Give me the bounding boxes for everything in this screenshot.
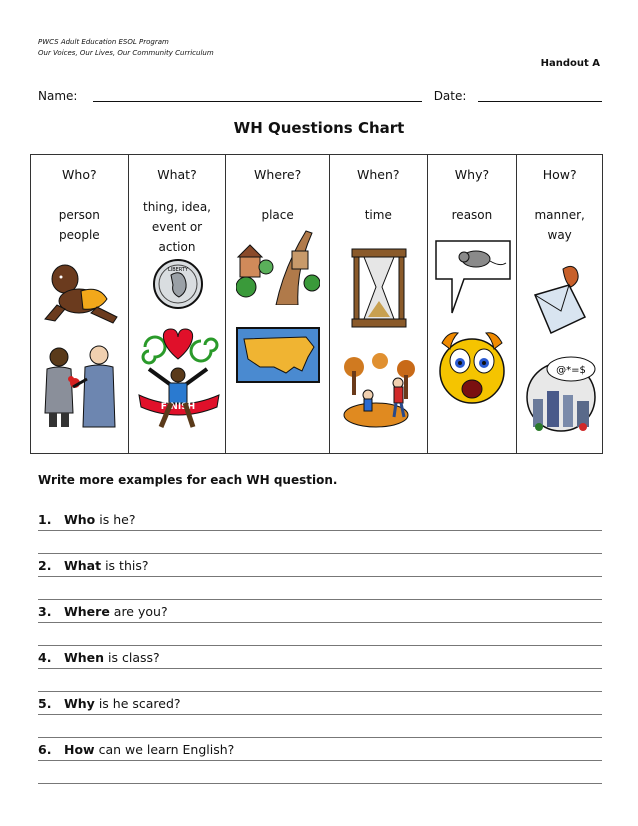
curriculum-name: Our Voices, Our Lives, Our Community Curriculum: [38, 49, 214, 57]
column-meaning: people: [58, 228, 100, 242]
name-date-row: [38, 89, 602, 103]
answer-line[interactable]: [38, 783, 602, 784]
column-heading: Who?: [62, 167, 97, 182]
question-rest: is class?: [104, 650, 160, 665]
people-greeting-icon: [37, 343, 125, 429]
date-label: Date:: [433, 89, 467, 103]
question-1: [38, 512, 602, 527]
question-2: [38, 558, 602, 573]
answer-line[interactable]: [38, 737, 602, 738]
answer-line[interactable]: [38, 576, 602, 577]
money-symbols: @*=$: [556, 365, 587, 376]
name-field[interactable]: [93, 89, 421, 102]
answer-line[interactable]: [38, 530, 602, 531]
speech-bubble-rat-icon: [430, 237, 516, 317]
task-instruction: Write more examples for each WH question.: [38, 473, 338, 487]
wh-word: Who: [64, 512, 96, 527]
column-meaning: place: [261, 208, 294, 222]
page-title: WH Questions Chart: [233, 119, 405, 137]
question-rest: is he?: [95, 512, 136, 527]
column-heading: Why?: [454, 167, 490, 182]
question-number: 6.: [38, 742, 52, 757]
question-5: [38, 696, 602, 711]
answer-line[interactable]: [38, 599, 602, 600]
envelope-bag-icon: [529, 263, 591, 337]
answer-line[interactable]: [38, 691, 602, 692]
program-name: PWCS Adult Education ESOL Program: [38, 38, 169, 46]
column-meaning: thing, idea,: [142, 200, 211, 214]
hourglass-icon: [350, 247, 408, 329]
coin-text: LIBERTY: [167, 267, 188, 273]
wh-word: When: [64, 650, 105, 665]
column-meaning: time: [364, 208, 392, 222]
handout-label: Handout A: [540, 58, 600, 69]
column-who: [31, 155, 129, 453]
answer-line[interactable]: [38, 760, 602, 761]
column-meaning: way: [547, 228, 572, 242]
question-rest: is this?: [101, 558, 149, 573]
column-heading: How?: [542, 167, 577, 182]
question-rest: can we learn English?: [94, 742, 235, 757]
question-6: [38, 742, 602, 757]
baby-crawling-icon: [39, 263, 121, 327]
finish-line-icon: [131, 323, 225, 435]
autumn-leaves-icon: [340, 351, 420, 431]
answer-line[interactable]: [38, 553, 602, 554]
question-rest: is he scared?: [94, 696, 181, 711]
scared-face-icon: [436, 321, 508, 413]
column-why: [428, 155, 518, 453]
answer-line[interactable]: [38, 668, 602, 669]
town-road-icon: [236, 227, 320, 305]
question-3: [38, 604, 602, 619]
column-how: [517, 155, 602, 453]
name-label: Name:: [38, 89, 78, 103]
wh-word: What: [64, 558, 102, 573]
date-field[interactable]: [478, 89, 602, 102]
question-number: 1.: [38, 512, 52, 527]
coin-icon: [151, 257, 205, 311]
question-number: 2.: [38, 558, 52, 573]
city-money-icon: [521, 355, 601, 435]
column-meaning: person: [58, 208, 100, 222]
wh-word: How: [64, 742, 95, 757]
question-number: 3.: [38, 604, 52, 619]
wh-chart: [30, 154, 603, 454]
answer-line[interactable]: [38, 714, 602, 715]
wh-word: Why: [64, 696, 95, 711]
column-heading: What?: [157, 167, 197, 182]
column-meaning: action: [158, 240, 196, 254]
wh-word: Where: [64, 604, 110, 619]
column-meaning: event or: [151, 220, 203, 234]
column-heading: When?: [357, 167, 400, 182]
column-meaning: reason: [451, 208, 493, 222]
finish-banner-text: FINISH: [160, 402, 195, 412]
answer-line[interactable]: [38, 622, 602, 623]
column-heading: Where?: [254, 167, 302, 182]
column-where: [226, 155, 330, 453]
question-number: 5.: [38, 696, 52, 711]
question-4: [38, 650, 602, 665]
column-meaning: manner,: [534, 208, 585, 222]
answer-line[interactable]: [38, 645, 602, 646]
column-when: [330, 155, 428, 453]
usa-map-icon: [236, 327, 320, 383]
question-number: 4.: [38, 650, 52, 665]
question-rest: are you?: [109, 604, 168, 619]
column-what: [129, 155, 227, 453]
